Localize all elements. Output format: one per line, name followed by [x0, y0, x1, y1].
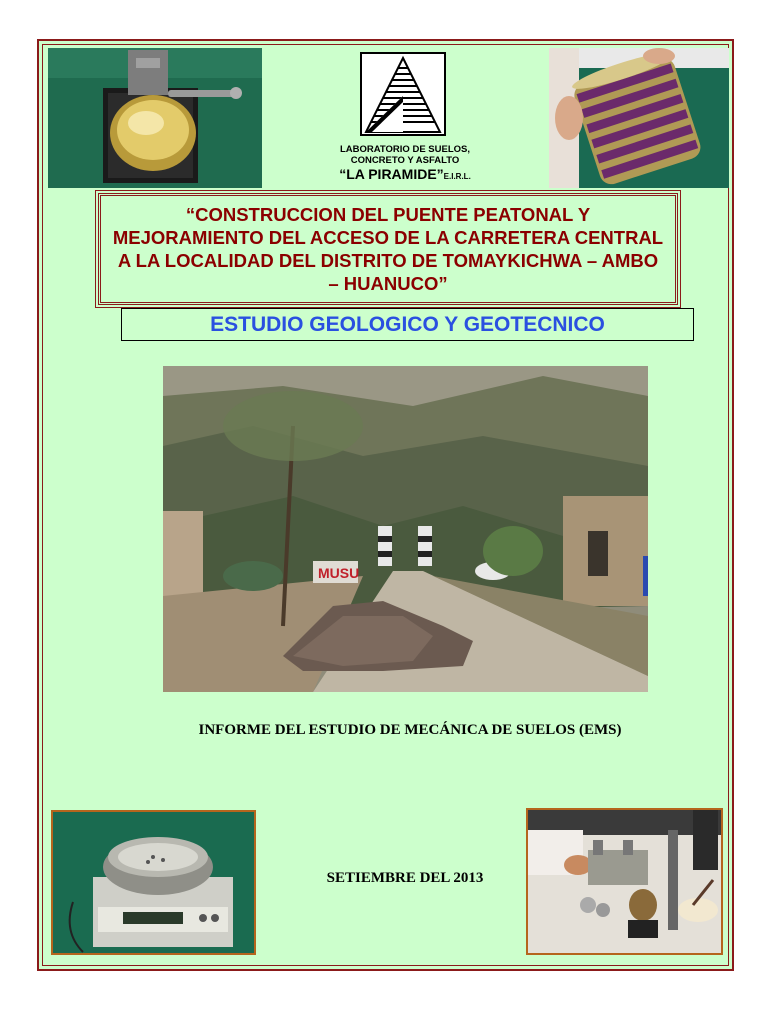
svg-text:MUSU: MUSU [318, 565, 360, 581]
project-title-box [98, 193, 678, 305]
balance-scale-photo [51, 810, 256, 955]
lab-name-line2: CONCRETO Y ASFALTO [350, 155, 460, 166]
site-photo [163, 366, 648, 692]
lab-company-suffix: E.I.R.L. [443, 172, 471, 181]
study-title-box [121, 308, 694, 341]
lab-name-line1: LABORATORIO DE SUELOS, [339, 144, 471, 155]
lab-testing-photo [526, 808, 723, 955]
report-title: INFORME DEL ESTUDIO DE MECÁNICA DE SUELOS (EMS) [198, 722, 622, 738]
study-title: ESTUDIO GEOLOGICO Y GEOTECNICO [210, 312, 605, 336]
report-date: SETIEMBRE DEL 2013 [326, 870, 484, 886]
lab-company-name [290, 166, 520, 182]
casagrande-apparatus-photo [48, 48, 262, 188]
project-title: “CONSTRUCCION DEL PUENTE PEATONAL Y MEJORAMIENTO DEL ACCESO DE LA CARRETERA CENTRAL A LA LOCALIDAD DEL DISTRITO DE TOMAYKICHWA – AMBO – HUANUCO” [112, 204, 664, 294]
pyramid-logo-icon [360, 52, 446, 136]
lab-company-title: “LA PIRAMIDE” [339, 166, 444, 182]
sieve-stack-photo [549, 48, 729, 188]
